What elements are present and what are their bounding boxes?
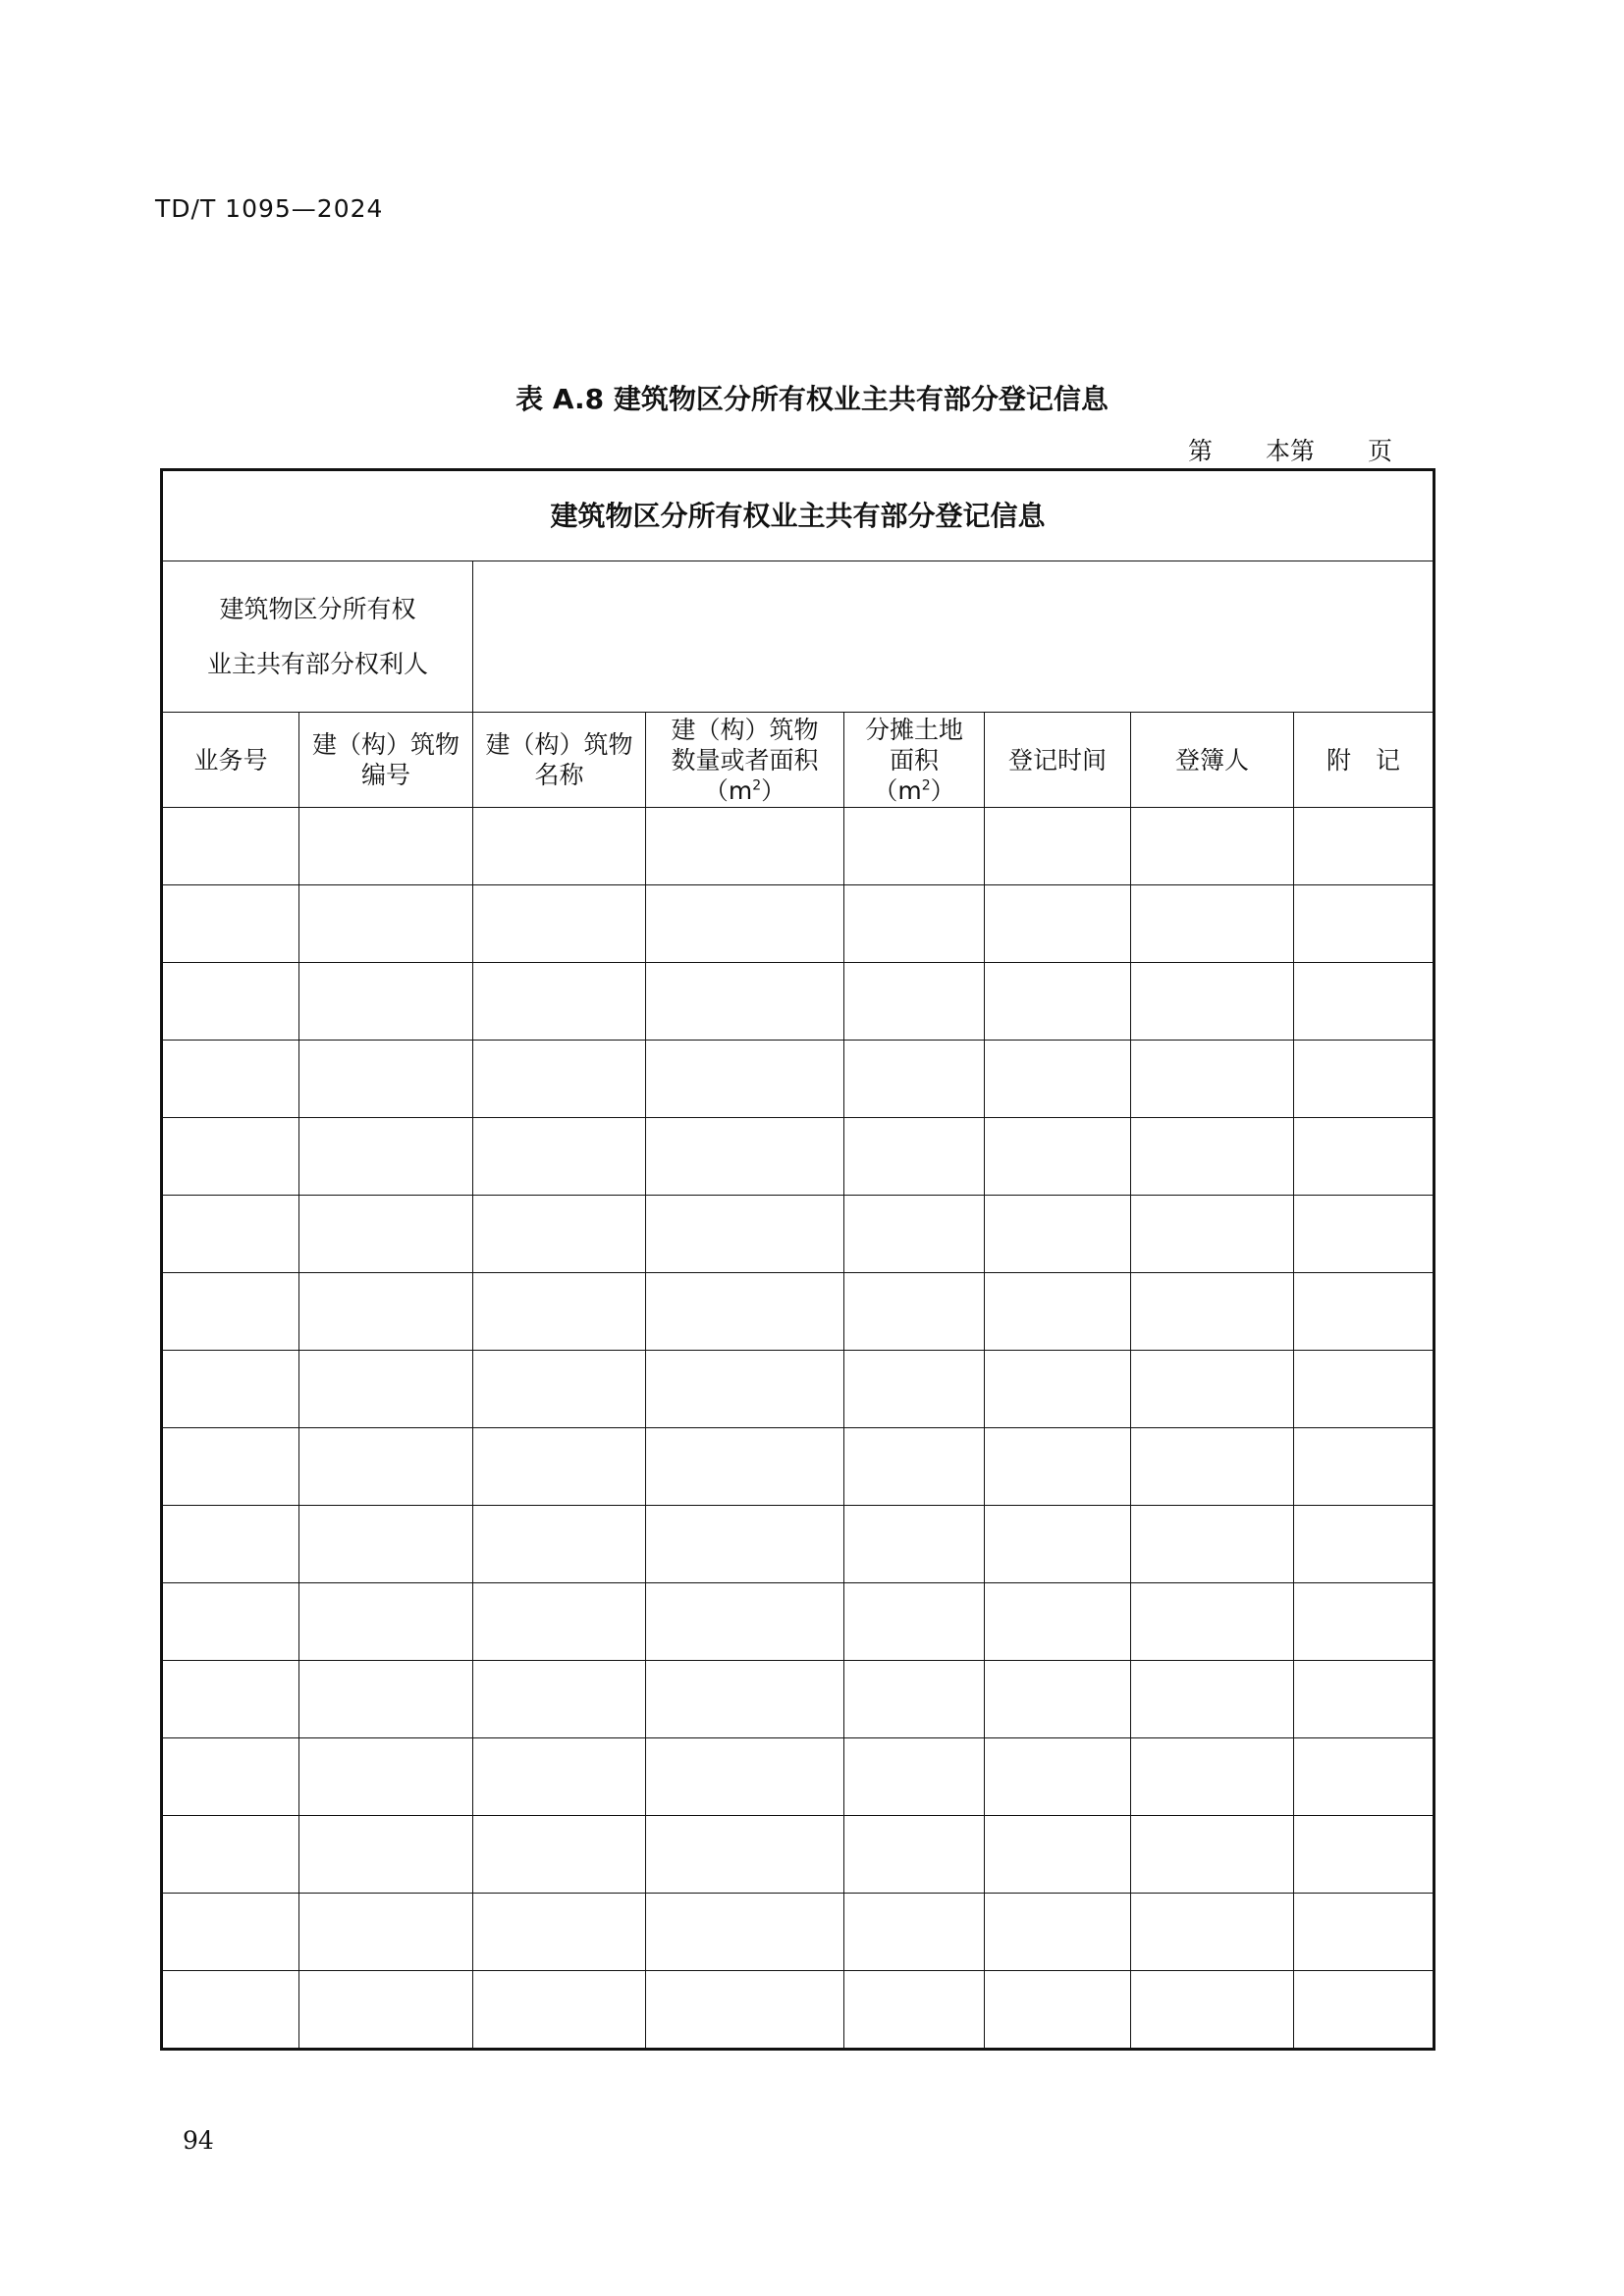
table-cell[interactable]: [473, 1583, 646, 1661]
table-cell[interactable]: [844, 1661, 985, 1738]
table-cell[interactable]: [844, 885, 985, 963]
table-cell[interactable]: [473, 1816, 646, 1894]
table-cell[interactable]: [646, 1661, 844, 1738]
column-header-3-line3: $(m^2)$: [703, 775, 786, 805]
column-header-2: [473, 713, 646, 808]
table-cell[interactable]: [1294, 1816, 1435, 1894]
table-cell[interactable]: [844, 1583, 985, 1661]
table-cell[interactable]: [646, 1273, 844, 1351]
table-cell[interactable]: [646, 1971, 844, 2050]
table-cell[interactable]: [646, 1428, 844, 1506]
column-header-7-line1: 附 记: [1326, 745, 1401, 774]
column-header-1-line2: 编号: [360, 761, 410, 789]
table-cell[interactable]: [1131, 1894, 1294, 1971]
owner-label-line2: 业主共有部分权利人: [206, 649, 428, 678]
table-cell[interactable]: [985, 1041, 1131, 1118]
table-cell[interactable]: [844, 963, 985, 1041]
column-header-1-line1: 建（构）筑物: [311, 730, 460, 759]
table-cell[interactable]: [299, 1661, 473, 1738]
table-cell[interactable]: [985, 1583, 1131, 1661]
table-cell[interactable]: [1131, 1816, 1294, 1894]
table-cell[interactable]: [1294, 1273, 1435, 1351]
table-cell[interactable]: [985, 1816, 1131, 1894]
table-row: [162, 1738, 1435, 1816]
table-cell[interactable]: [844, 1041, 985, 1118]
table-row: [162, 808, 1435, 885]
table-cell[interactable]: [1294, 1971, 1435, 2050]
table-cell[interactable]: [162, 1273, 299, 1351]
table-cell[interactable]: [646, 1738, 844, 1816]
table-cell[interactable]: [985, 1506, 1131, 1583]
table-cell[interactable]: [985, 1894, 1131, 1971]
table-cell[interactable]: [646, 885, 844, 963]
table-cell[interactable]: [299, 1816, 473, 1894]
table-cell[interactable]: [985, 808, 1131, 885]
table-cell[interactable]: [1294, 1583, 1435, 1661]
table-cell[interactable]: [985, 1351, 1131, 1428]
table-cell[interactable]: [299, 1428, 473, 1506]
table-row: [162, 1661, 1435, 1738]
table-cell[interactable]: [1131, 808, 1294, 885]
table-cell[interactable]: [162, 1816, 299, 1894]
table-cell[interactable]: [473, 1351, 646, 1428]
table-cell[interactable]: [473, 1894, 646, 1971]
table-row: [162, 1041, 1435, 1118]
column-header-4-line2: 面积: [889, 745, 939, 774]
table-cell[interactable]: [844, 1351, 985, 1428]
table-cell[interactable]: [1294, 1661, 1435, 1738]
table-row: [162, 1971, 1435, 2050]
table-cell[interactable]: [1131, 1506, 1294, 1583]
table-cell[interactable]: [844, 1428, 985, 1506]
table-cell[interactable]: [299, 1118, 473, 1196]
table-cell[interactable]: [985, 1196, 1131, 1273]
table-cell[interactable]: [646, 1506, 844, 1583]
table-cell[interactable]: [473, 1041, 646, 1118]
page-counter-label-page-of: 本第: [1265, 437, 1315, 465]
table-cell[interactable]: [473, 808, 646, 885]
page-counter-label-page: 页: [1367, 437, 1392, 465]
unit-superscript: 2: [752, 777, 762, 794]
table-cell[interactable]: [985, 1118, 1131, 1196]
column-header-4: [844, 713, 985, 808]
table-cell[interactable]: [1294, 1428, 1435, 1506]
table-cell[interactable]: [162, 1971, 299, 2050]
table-header-title: 建筑物区分所有权业主共有部分登记信息: [162, 470, 1435, 561]
table-cell[interactable]: [473, 1661, 646, 1738]
table-cell[interactable]: [1131, 1041, 1294, 1118]
owner-value-cell[interactable]: [473, 561, 1435, 713]
table-cell[interactable]: [1294, 1041, 1435, 1118]
column-header-row: [162, 713, 1435, 808]
table-cell[interactable]: [299, 1583, 473, 1661]
table-cell[interactable]: [1131, 1428, 1294, 1506]
table-cell[interactable]: [162, 808, 299, 885]
table-cell[interactable]: [985, 1661, 1131, 1738]
table-cell[interactable]: [1131, 1661, 1294, 1738]
table-cell[interactable]: [1131, 1273, 1294, 1351]
table-cell[interactable]: [844, 1971, 985, 2050]
table-cell[interactable]: [473, 1971, 646, 2050]
table-row: [162, 885, 1435, 963]
table-cell[interactable]: [162, 1738, 299, 1816]
table-cell[interactable]: [299, 963, 473, 1041]
page-number: 94: [183, 2126, 214, 2155]
table-cell[interactable]: [162, 1196, 299, 1273]
table-cell[interactable]: [1294, 885, 1435, 963]
column-header-7: [1294, 713, 1435, 808]
table-cell[interactable]: [473, 1506, 646, 1583]
column-header-0-line1: 业务号: [193, 745, 268, 774]
table-cell[interactable]: [844, 1273, 985, 1351]
standard-code: TD/T 1095—2024: [155, 194, 384, 223]
table-cell[interactable]: [162, 1041, 299, 1118]
table-cell[interactable]: [1294, 1196, 1435, 1273]
table-cell[interactable]: [1294, 963, 1435, 1041]
table-cell[interactable]: [473, 1196, 646, 1273]
table-cell[interactable]: [646, 1041, 844, 1118]
column-header-5-line1: 登记时间: [1007, 745, 1107, 774]
table-cell[interactable]: [1294, 1738, 1435, 1816]
table-cell[interactable]: [844, 1738, 985, 1816]
table-cell[interactable]: [473, 1738, 646, 1816]
table-cell[interactable]: [299, 1971, 473, 2050]
table-row: [162, 1273, 1435, 1351]
registration-table: [160, 468, 1435, 2051]
table-cell[interactable]: [299, 1506, 473, 1583]
table-cell[interactable]: [1131, 1351, 1294, 1428]
column-header-3: [646, 713, 844, 808]
table-cell[interactable]: [299, 808, 473, 885]
table-cell[interactable]: [1294, 1506, 1435, 1583]
table-row: [162, 1351, 1435, 1428]
column-header-5: [985, 713, 1131, 808]
table-cell[interactable]: [646, 1196, 844, 1273]
table-body: [162, 808, 1435, 2050]
column-header-4-line3: $(m^2)$: [873, 775, 955, 805]
table-cell[interactable]: [985, 1428, 1131, 1506]
table-cell[interactable]: [162, 1118, 299, 1196]
column-header-2-line2: 名称: [534, 761, 584, 789]
table-cell[interactable]: [646, 1816, 844, 1894]
table-cell[interactable]: [1131, 1118, 1294, 1196]
table-cell[interactable]: [844, 1196, 985, 1273]
table-cell[interactable]: [646, 1351, 844, 1428]
table-cell[interactable]: [985, 1273, 1131, 1351]
table-cell[interactable]: [985, 1738, 1131, 1816]
table-cell[interactable]: [985, 885, 1131, 963]
unit-superscript: 2: [921, 777, 931, 794]
table-cell[interactable]: [844, 1118, 985, 1196]
table-row: [162, 1583, 1435, 1661]
table-cell[interactable]: [646, 808, 844, 885]
table-cell[interactable]: [646, 1118, 844, 1196]
table-cell[interactable]: [1131, 1971, 1294, 2050]
table-cell[interactable]: [844, 1506, 985, 1583]
table-cell[interactable]: [299, 1273, 473, 1351]
table-cell[interactable]: [1131, 1583, 1294, 1661]
table-cell[interactable]: [299, 885, 473, 963]
page-counter-label-volume: 第: [1187, 437, 1213, 465]
owner-label-cell: [162, 561, 473, 713]
owner-label-line1: 建筑物区分所有权: [219, 594, 416, 623]
column-header-6-line1: 登簿人: [1174, 745, 1249, 774]
column-header-6: [1131, 713, 1294, 808]
column-header-4-line1: 分摊土地: [864, 715, 963, 744]
table-caption: 表 A.8 建筑物区分所有权业主共有部分登记信息: [515, 383, 1109, 415]
table-cell[interactable]: [473, 963, 646, 1041]
table-cell[interactable]: [299, 1196, 473, 1273]
table-row: [162, 1428, 1435, 1506]
table-cell[interactable]: [162, 1894, 299, 1971]
table-cell[interactable]: [1294, 1351, 1435, 1428]
table-cell[interactable]: [162, 1506, 299, 1583]
table-cell[interactable]: [646, 963, 844, 1041]
table-cell[interactable]: [1131, 1196, 1294, 1273]
table-cell[interactable]: [1131, 885, 1294, 963]
table-row: [162, 1196, 1435, 1273]
table-cell[interactable]: [1294, 1894, 1435, 1971]
table-cell[interactable]: [844, 1816, 985, 1894]
table-cell[interactable]: [162, 1661, 299, 1738]
table-cell[interactable]: [1294, 1118, 1435, 1196]
table-cell[interactable]: [299, 1738, 473, 1816]
column-header-3-line2: 数量或者面积: [671, 745, 819, 774]
table-cell[interactable]: [646, 1894, 844, 1971]
table-cell[interactable]: [299, 1894, 473, 1971]
column-header-2-line1: 建（构）筑物: [485, 730, 633, 759]
column-header-1: [299, 713, 473, 808]
table-row: [162, 1118, 1435, 1196]
table-cell[interactable]: [473, 1118, 646, 1196]
table-cell[interactable]: [1131, 963, 1294, 1041]
table-cell[interactable]: [162, 1351, 299, 1428]
table-cell[interactable]: [985, 1971, 1131, 2050]
table-cell[interactable]: [844, 1894, 985, 1971]
table-cell[interactable]: [473, 885, 646, 963]
table-cell[interactable]: [1131, 1738, 1294, 1816]
table-row: [162, 1894, 1435, 1971]
table-row: [162, 963, 1435, 1041]
table-cell[interactable]: [1294, 808, 1435, 885]
table-cell[interactable]: [162, 963, 299, 1041]
table-cell[interactable]: [646, 1583, 844, 1661]
table-cell[interactable]: [844, 808, 985, 885]
page-counter: [1188, 432, 1392, 467]
table-cell[interactable]: [162, 885, 299, 963]
table-cell[interactable]: [473, 1428, 646, 1506]
table-cell[interactable]: [473, 1273, 646, 1351]
table-cell[interactable]: [162, 1428, 299, 1506]
column-header-3-line1: 建（构）筑物: [671, 715, 819, 744]
column-header-0: [162, 713, 299, 808]
table-cell[interactable]: [299, 1041, 473, 1118]
table-cell[interactable]: [985, 963, 1131, 1041]
table-row: [162, 1506, 1435, 1583]
table-cell[interactable]: [299, 1351, 473, 1428]
table-cell[interactable]: [162, 1583, 299, 1661]
table-row: [162, 1816, 1435, 1894]
